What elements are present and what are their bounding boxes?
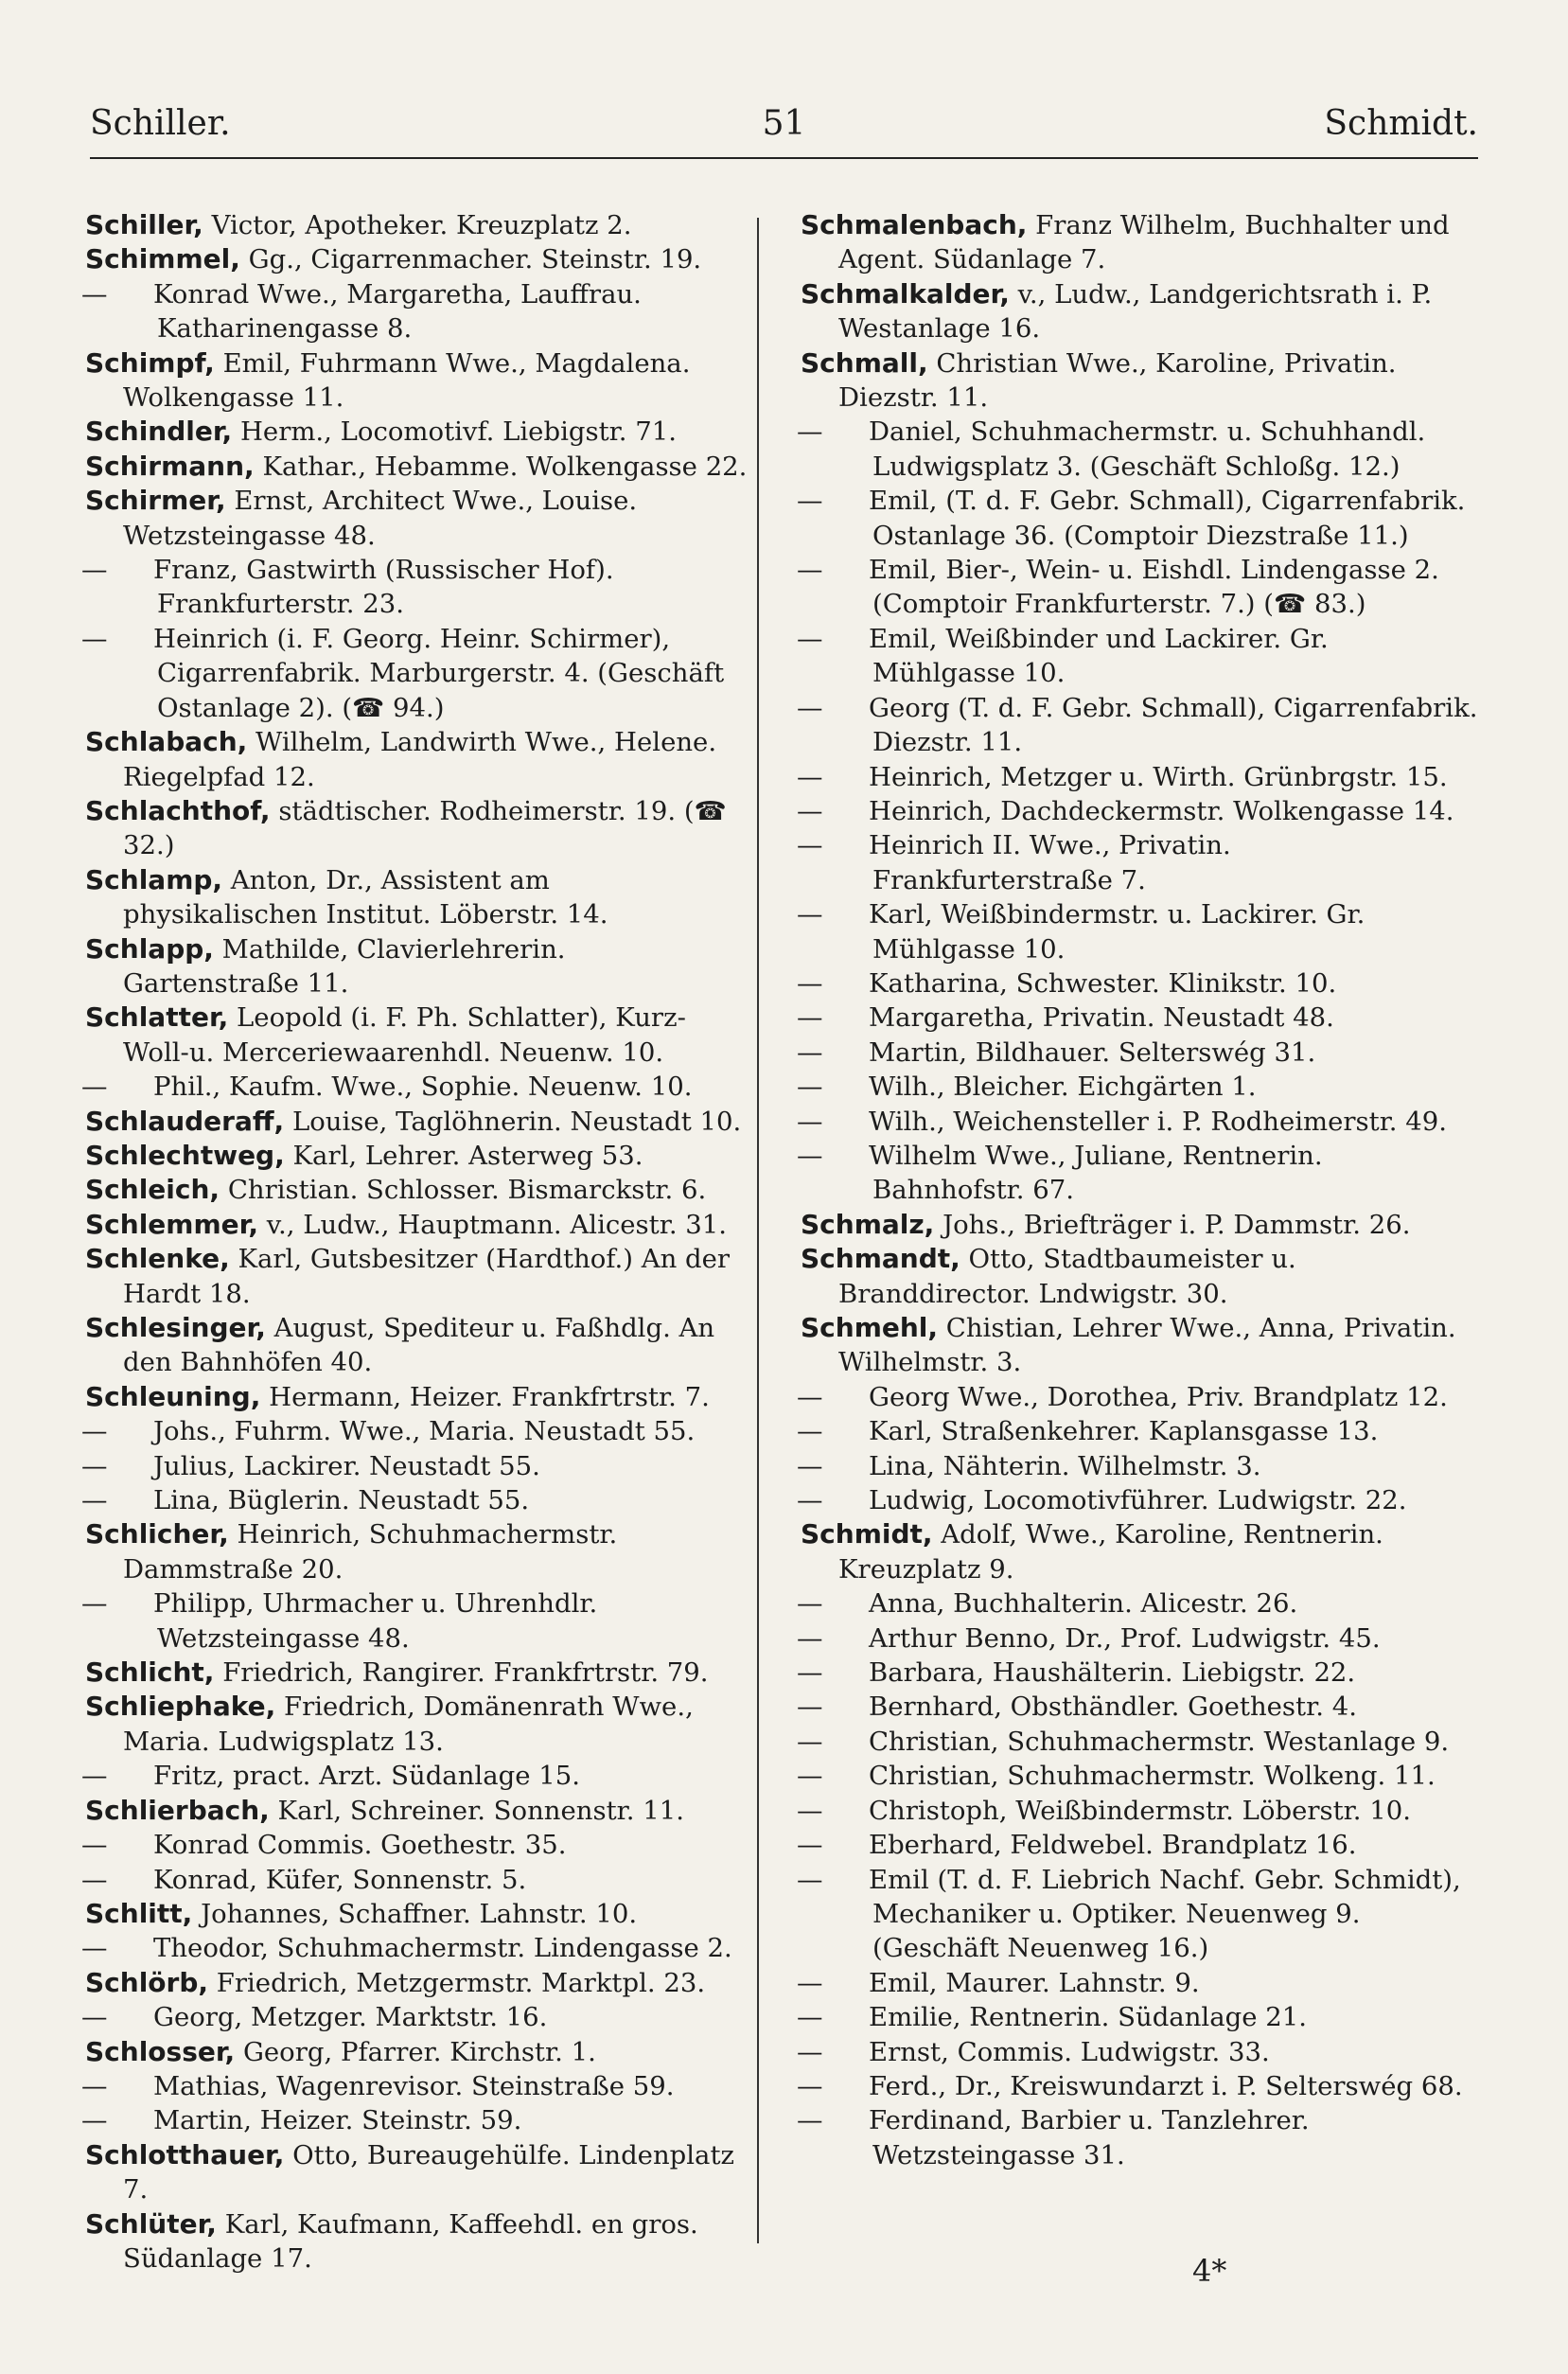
continuation-dash: —: [797, 1106, 823, 1137]
continuation-dash: —: [81, 1864, 108, 1895]
entry-details: Karl, Straßenkehrer. Kaplansgasse 13.: [869, 1416, 1379, 1447]
continuation-dash: —: [797, 1692, 823, 1723]
entry-surname: Schlatter,: [85, 1001, 229, 1034]
directory-entry: [85, 863, 748, 932]
entry-details: August, Spediteur u. Faßhdlg. An den Bahnhöfen 40.: [123, 1313, 715, 1378]
entry-details: Barbara, Haushälterin. Liebigstr. 22.: [869, 1657, 1356, 1689]
entry-details: Bernhard, Obsthändler. Goethestr. 4.: [869, 1692, 1357, 1723]
continuation-dash: —: [797, 1450, 823, 1481]
page-number: 51: [762, 104, 806, 143]
entry-surname: Schiller,: [85, 209, 203, 240]
directory-entry: [797, 1966, 1478, 2000]
directory-entry: [85, 1897, 748, 1931]
directory-entry: [797, 794, 1478, 828]
entry-details: Heinrich II. Wwe., Privatin. Frankfurterstraße 7.: [869, 830, 1231, 895]
directory-entry: [797, 484, 1478, 553]
entry-details: Wilh., Weichensteller i. P. Rodheimerstr. 49.: [869, 1106, 1448, 1137]
entry-details: Otto, Stadtbaumeister u. Branddirector. Lndwigstr. 30.: [838, 1244, 1296, 1309]
directory-entry: [81, 622, 748, 725]
entry-details: Wilhelm Wwe., Juliane, Rentnerin. Bahnhofstr. 67.: [869, 1140, 1323, 1206]
entry-surname: Schlörb,: [85, 1966, 209, 1998]
directory-entry: [797, 2000, 1478, 2034]
continuation-dash: —: [797, 1657, 823, 1689]
directory-entry: [85, 1208, 748, 1242]
entry-details: Heinrich, Dachdeckermstr. Wolkengasse 14.: [869, 795, 1454, 826]
continuation-dash: —: [797, 795, 823, 826]
entry-surname: Schlenke,: [85, 1243, 230, 1275]
entry-details: Franz Wilhelm, Buchhalter und Agent. Südanlage 7.: [838, 210, 1450, 275]
directory-entry: [797, 1414, 1478, 1448]
continuation-dash: —: [797, 555, 823, 586]
directory-entry: [85, 794, 748, 863]
entry-surname: Schlachthof,: [85, 794, 271, 826]
entry-details: Christoph, Weißbindermstr. Löberstr. 10.: [869, 1795, 1412, 1826]
directory-entry: [81, 553, 748, 622]
directory-entry: [85, 208, 748, 242]
continuation-dash: —: [797, 1864, 823, 1895]
directory-entry: [801, 208, 1478, 277]
entry-details: Ernst, Architect Wwe., Louise. Wetzsteingasse 48.: [123, 486, 638, 551]
continuation-dash: —: [797, 830, 823, 861]
page-header: [90, 104, 1478, 161]
continuation-dash: —: [797, 2036, 823, 2067]
directory-entry: [797, 2035, 1478, 2069]
entry-surname: Schlosser,: [85, 2035, 236, 2067]
directory-entry: [801, 346, 1478, 416]
entry-details: Martin, Bildhauer. Selterswég 31.: [869, 1036, 1316, 1068]
entry-details: Johs., Fuhrm. Wwe., Maria. Neustadt 55.: [153, 1416, 696, 1447]
continuation-dash: —: [797, 899, 823, 930]
entry-surname: Schindler,: [85, 416, 233, 448]
entry-details: Christian, Schuhmachermstr. Westanlage 9.: [869, 1726, 1450, 1757]
continuation-dash: —: [797, 1795, 823, 1826]
entry-details: Lina, Nähterin. Wilhelmstr. 3.: [869, 1450, 1261, 1481]
directory-entry: [85, 1794, 748, 1828]
continuation-dash: —: [797, 1140, 823, 1171]
entry-details: Emilie, Rentnerin. Südanlage 21.: [869, 2002, 1307, 2033]
entry-details: Friedrich, Domänenrath Wwe., Maria. Ludwigsplatz 13.: [123, 1692, 694, 1757]
directory-entry: [85, 1966, 748, 2000]
directory-entry: [85, 1139, 748, 1173]
entry-details: Philipp, Uhrmacher u. Uhrenhdlr. Wetzsteingasse 48.: [153, 1588, 598, 1654]
directory-entry: [85, 1001, 748, 1070]
entry-details: Ludwig, Locomotivführer. Ludwigstr. 22.: [869, 1485, 1407, 1516]
entry-surname: Schliephake,: [85, 1691, 276, 1723]
directory-entry: [85, 1380, 748, 1414]
entry-details: städtischer. Rodheimerstr. 19. (☎ 32.): [123, 795, 727, 861]
directory-entry: [797, 1690, 1478, 1724]
entry-details: Wilhelm, Landwirth Wwe., Helene. Riegelpfad 12.: [123, 727, 717, 792]
continuation-dash: —: [81, 623, 108, 654]
footer-signature: 4*: [1192, 2253, 1227, 2289]
entry-surname: Schimpf,: [85, 346, 215, 379]
directory-entry: [81, 1586, 748, 1656]
entry-details: Mathilde, Clavierlehrerin. Gartenstraße 11.: [123, 933, 566, 999]
continuation-dash: —: [797, 1416, 823, 1447]
entry-details: Johannes, Schaffner. Lahnstr. 10.: [201, 1898, 638, 1929]
directory-entry: [797, 1105, 1478, 1139]
directory-entry: [797, 1483, 1478, 1517]
entry-details: Ferdinand, Barbier u. Tanzlehrer. Wetzsteingasse 31.: [869, 2105, 1310, 2170]
continuation-dash: —: [797, 1002, 823, 1034]
entry-details: Ernst, Commis. Ludwigstr. 33.: [869, 2036, 1270, 2067]
directory-entry: [81, 1414, 748, 1448]
continuation-dash: —: [797, 1485, 823, 1516]
directory-entry: [85, 725, 748, 794]
continuation-dash: —: [797, 1036, 823, 1068]
continuation-dash: —: [797, 2002, 823, 2033]
directory-entry: [797, 1725, 1478, 1759]
directory-entry: [85, 242, 748, 276]
entry-details: Eberhard, Feldwebel. Brandplatz 16.: [869, 1830, 1357, 1861]
entry-surname: Schlesinger,: [85, 1312, 266, 1343]
entry-surname: Schlechtweg,: [85, 1139, 285, 1171]
entry-surname: Schmalz,: [801, 1208, 935, 1240]
continuation-dash: —: [797, 2070, 823, 2101]
entry-details: Emil, Fuhrmann Wwe., Magdalena. Wolkengasse 11.: [123, 347, 691, 414]
entry-surname: Schlüter,: [85, 2207, 217, 2240]
entry-details: Friedrich, Metzgermstr. Marktpl. 23.: [216, 1967, 706, 1998]
continuation-dash: —: [797, 1967, 823, 1998]
column-divider: [757, 218, 759, 2243]
directory-entry: [801, 1208, 1478, 1242]
continuation-dash: —: [81, 1761, 108, 1792]
directory-entry: [801, 1242, 1478, 1311]
entry-surname: Schlauderaff,: [85, 1105, 285, 1137]
continuation-dash: —: [797, 623, 823, 654]
continuation-dash: —: [797, 1830, 823, 1861]
continuation-dash: —: [81, 1450, 108, 1481]
entry-details: Phil., Kaufm. Wwe., Sophie. Neuenw. 10.: [153, 1072, 693, 1103]
entry-details: Margaretha, Privatin. Neustadt 48.: [869, 1002, 1334, 1034]
directory-entry: [85, 1242, 748, 1311]
entry-details: Anna, Buchhalterin. Alicestr. 26.: [869, 1588, 1298, 1620]
entry-details: Theodor, Schuhmachermstr. Lindengasse 2.: [153, 1933, 732, 1964]
directory-entry: [797, 691, 1478, 760]
entry-details: Konrad Commis. Goethestr. 35.: [153, 1830, 567, 1861]
directory-entry: [797, 1621, 1478, 1656]
continuation-dash: —: [81, 1588, 108, 1620]
directory-entry: [81, 2069, 748, 2103]
entry-surname: Schmehl,: [801, 1312, 939, 1343]
continuation-dash: —: [797, 486, 823, 517]
directory-entry: [81, 2000, 748, 2034]
directory-entry: [85, 1690, 748, 1759]
header-right-keyword: Schmidt.: [1324, 104, 1478, 143]
directory-entry: [797, 1001, 1478, 1035]
entry-surname: Schlitt,: [85, 1897, 193, 1929]
directory-entry: [85, 346, 748, 416]
continuation-dash: —: [81, 278, 108, 310]
continuation-dash: —: [797, 1761, 823, 1792]
entry-details: Wilh., Bleicher. Eichgärten 1.: [869, 1072, 1257, 1103]
entry-surname: Schlamp,: [85, 863, 223, 895]
entry-details: v., Ludw., Hauptmann. Alicestr. 31.: [266, 1209, 728, 1240]
continuation-dash: —: [797, 692, 823, 723]
directory-entry: [797, 1380, 1478, 1414]
entry-surname: Schlicher,: [85, 1518, 229, 1550]
directory-entry: [797, 1139, 1478, 1208]
continuation-dash: —: [797, 1381, 823, 1412]
directory-entry: [85, 415, 748, 449]
entry-details: Gg., Cigarrenmacher. Steinstr. 19.: [248, 244, 702, 275]
entry-details: Kathar., Hebamme. Wolkengasse 22.: [262, 451, 748, 482]
entry-details: Ferd., Dr., Kreiswundarzt i. P. Selterswég 68.: [869, 2070, 1463, 2101]
entry-details: Emil, Weißbinder und Lackirer. Gr. Mühlgasse 10.: [869, 623, 1329, 689]
continuation-dash: —: [797, 1726, 823, 1757]
directory-entry: [801, 277, 1478, 346]
entry-details: Emil, Bier-, Wein- u. Eishdl. Lindengasse 2. (Comptoir Frankfurterstr. 7.) (☎ 83.): [869, 555, 1439, 620]
directory-entry: [81, 1863, 748, 1897]
continuation-dash: —: [81, 1072, 108, 1103]
directory-entry: [797, 1863, 1478, 1966]
continuation-dash: —: [81, 2105, 108, 2136]
directory-entry: [797, 897, 1478, 966]
directory-entry: [797, 1449, 1478, 1483]
continuation-dash: —: [81, 1830, 108, 1861]
continuation-dash: —: [81, 1485, 108, 1516]
entry-details: Leopold (i. F. Ph. Schlatter), Kurz-Woll-u. Merceriewaarenhdl. Neuenw. 10.: [123, 1002, 686, 1068]
directory-entry: [85, 2207, 748, 2277]
entry-details: Anton, Dr., Assistent am physikalischen Institut. Löberstr. 14.: [123, 864, 608, 930]
entry-details: Heinrich, Schuhmachermstr. Dammstraße 20.: [123, 1519, 618, 1585]
entry-details: Karl, Schreiner. Sonnenstr. 11.: [277, 1795, 684, 1826]
entry-details: Arthur Benno, Dr., Prof. Ludwigstr. 45.: [869, 1622, 1381, 1654]
directory-entry: [797, 1070, 1478, 1104]
entry-details: Hermann, Heizer. Frankfrtrstr. 7.: [269, 1381, 710, 1412]
entry-details: Emil, Maurer. Lahnstr. 9.: [869, 1967, 1200, 1998]
directory-entry: [85, 1173, 748, 1207]
entry-details: Georg, Pfarrer. Kirchstr. 1.: [242, 2036, 596, 2067]
directory-entry: [81, 1931, 748, 1965]
entry-surname: Schleuning,: [85, 1380, 261, 1412]
directory-entry: [81, 1828, 748, 1862]
entry-details: Georg, Metzger. Marktstr. 16.: [153, 2002, 548, 2033]
directory-entry: [797, 622, 1478, 691]
continuation-dash: —: [797, 1588, 823, 1620]
entry-details: Konrad, Küfer, Sonnenstr. 5.: [153, 1864, 527, 1895]
continuation-dash: —: [797, 1622, 823, 1654]
entry-details: Emil (T. d. F. Liebrich Nachf. Gebr. Schmidt), Mechaniker u. Optiker. Neuenweg 9. (Geschäft Neuenweg 16.): [869, 1864, 1461, 1964]
directory-entry: [801, 1311, 1478, 1380]
continuation-dash: —: [797, 761, 823, 792]
entry-details: Karl, Gutsbesitzer (Hardthof.) An der Hardt 18.: [123, 1244, 731, 1309]
entry-surname: Schmandt,: [801, 1243, 960, 1275]
entry-details: Christian, Schuhmachermstr. Wolkeng. 11.: [869, 1761, 1436, 1792]
entry-details: Mathias, Wagenrevisor. Steinstraße 59.: [153, 2070, 675, 2101]
entry-details: Daniel, Schuhmachermstr. u. Schuhhandl. Ludwigsplatz 3. (Geschäft Schloßg. 12.): [869, 416, 1426, 482]
entry-details: Heinrich (i. F. Georg. Heinr. Schirmer), Cigarrenfabrik. Marburgerstr. 4. (Geschäft Ostanlage 2). (☎ 94.): [153, 623, 725, 723]
entry-details: Christian Wwe., Karoline, Privatin. Diezstr. 11.: [838, 347, 1397, 414]
directory-entry: [797, 1828, 1478, 1862]
directory-entry: [85, 484, 748, 553]
directory-entry: [797, 1759, 1478, 1793]
continuation-dash: —: [81, 2070, 108, 2101]
continuation-dash: —: [797, 2105, 823, 2136]
directory-entry: [801, 1517, 1478, 1586]
entry-surname: Schirmann,: [85, 450, 255, 482]
directory-entry: [797, 415, 1478, 484]
entry-details: Karl, Weißbindermstr. u. Lackirer. Gr. Mühlgasse 10.: [869, 899, 1365, 965]
entry-details: Adolf, Wwe., Karoline, Rentnerin. Kreuzplatz 9.: [838, 1519, 1383, 1585]
entry-details: Karl, Kaufmann, Kaffeehdl. en gros. Südanlage 17.: [123, 2208, 698, 2274]
entry-details: Johs., Briefträger i. P. Dammstr. 26.: [943, 1209, 1411, 1240]
entry-surname: Schlapp,: [85, 932, 214, 965]
directory-entry: [797, 828, 1478, 897]
continuation-dash: —: [81, 2002, 108, 2033]
directory-entry: [85, 450, 748, 484]
directory-entry: [81, 1759, 748, 1793]
continuation-dash: —: [797, 1072, 823, 1103]
entry-surname: Schirmer,: [85, 485, 226, 517]
entry-details: Fritz, pract. Arzt. Südanlage 15.: [153, 1761, 580, 1792]
entry-details: Victor, Apotheker. Kreuzplatz 2.: [211, 210, 632, 240]
entry-details: Louise, Taglöhnerin. Neustadt 10.: [291, 1106, 742, 1137]
continuation-dash: —: [797, 967, 823, 999]
entry-details: Julius, Lackirer. Neustadt 55.: [153, 1450, 540, 1481]
directory-entry: [85, 1517, 748, 1586]
directory-entry: [81, 1483, 748, 1517]
directory-entry: [85, 2138, 748, 2207]
entry-details: Katharina, Schwester. Klinikstr. 10.: [869, 967, 1337, 999]
entry-surname: Schlierbach,: [85, 1794, 270, 1826]
directory-entry: [81, 277, 748, 346]
directory-entry: [85, 1311, 748, 1380]
entry-details: v., Ludw., Landgerichtsrath i. P. Westanlage 16.: [838, 278, 1433, 345]
entry-surname: Schlotthauer,: [85, 2138, 285, 2170]
directory-entry: [81, 1449, 748, 1483]
entry-details: Georg (T. d. F. Gebr. Schmall), Cigarrenfabrik. Diezstr. 11.: [869, 692, 1478, 758]
header-rule: [90, 157, 1478, 159]
header-left-keyword: Schiller.: [90, 104, 231, 143]
entry-details: Herm., Locomotivf. Liebigstr. 71.: [239, 416, 677, 448]
entry-details: Heinrich, Metzger u. Wirth. Grünbrgstr. 15.: [869, 761, 1448, 792]
entry-details: Chistian, Lehrer Wwe., Anna, Privatin. Wilhelmstr. 3.: [838, 1313, 1456, 1378]
entry-surname: Schimmel,: [85, 243, 240, 275]
entry-surname: Schlabach,: [85, 726, 248, 758]
entry-details: Christian. Schlosser. Bismarckstr. 6.: [227, 1175, 707, 1206]
entry-details: Georg Wwe., Dorothea, Priv. Brandplatz 12.: [869, 1381, 1448, 1412]
directory-entry: [85, 1656, 748, 1690]
right-column: [797, 208, 1478, 2172]
directory-entry: [797, 966, 1478, 1001]
continuation-dash: —: [797, 416, 823, 448]
entry-details: Emil, (T. d. F. Gebr. Schmall), Cigarrenfabrik. Ostanlage 36. (Comptoir Diezstraße 11.): [869, 486, 1466, 551]
directory-entry: [797, 1586, 1478, 1621]
entry-surname: Schleich,: [85, 1174, 220, 1206]
directory-entry: [81, 1070, 748, 1104]
continuation-dash: —: [81, 1416, 108, 1447]
entry-surname: Schlemmer,: [85, 1208, 258, 1240]
entry-details: Friedrich, Rangirer. Frankfrtrstr. 79.: [222, 1657, 709, 1689]
entry-surname: Schmalkalder,: [801, 277, 1010, 310]
directory-entry: [85, 2035, 748, 2069]
entry-surname: Schmidt,: [801, 1518, 933, 1550]
entry-details: Otto, Bureaugehülfe. Lindenplatz 7.: [123, 2139, 734, 2206]
continuation-dash: —: [81, 555, 108, 586]
entry-details: Martin, Heizer. Steinstr. 59.: [153, 2105, 522, 2136]
entry-details: Franz, Gastwirth (Russischer Hof). Frankfurterstr. 23.: [153, 555, 614, 620]
entry-surname: Schmall,: [801, 346, 928, 379]
entry-surname: Schmalenbach,: [801, 209, 1028, 240]
left-column: [81, 208, 748, 2276]
continuation-dash: —: [81, 1933, 108, 1964]
directory-entry: [797, 1036, 1478, 1070]
directory-entry: [85, 932, 748, 1001]
directory-entry: [797, 760, 1478, 794]
directory-entry: [797, 2069, 1478, 2103]
entry-details: Karl, Lehrer. Asterweg 53.: [292, 1140, 643, 1171]
directory-entry: [797, 2103, 1478, 2172]
directory-entry: [85, 1105, 748, 1139]
entry-surname: Schlicht,: [85, 1656, 215, 1689]
entry-details: Lina, Büglerin. Neustadt 55.: [153, 1485, 530, 1516]
directory-entry: [81, 2103, 748, 2137]
directory-entry: [797, 1794, 1478, 1828]
entry-details: Konrad Wwe., Margaretha, Lauffrau. Katharinengasse 8.: [153, 278, 642, 345]
directory-entry: [797, 1656, 1478, 1690]
directory-entry: [797, 553, 1478, 622]
